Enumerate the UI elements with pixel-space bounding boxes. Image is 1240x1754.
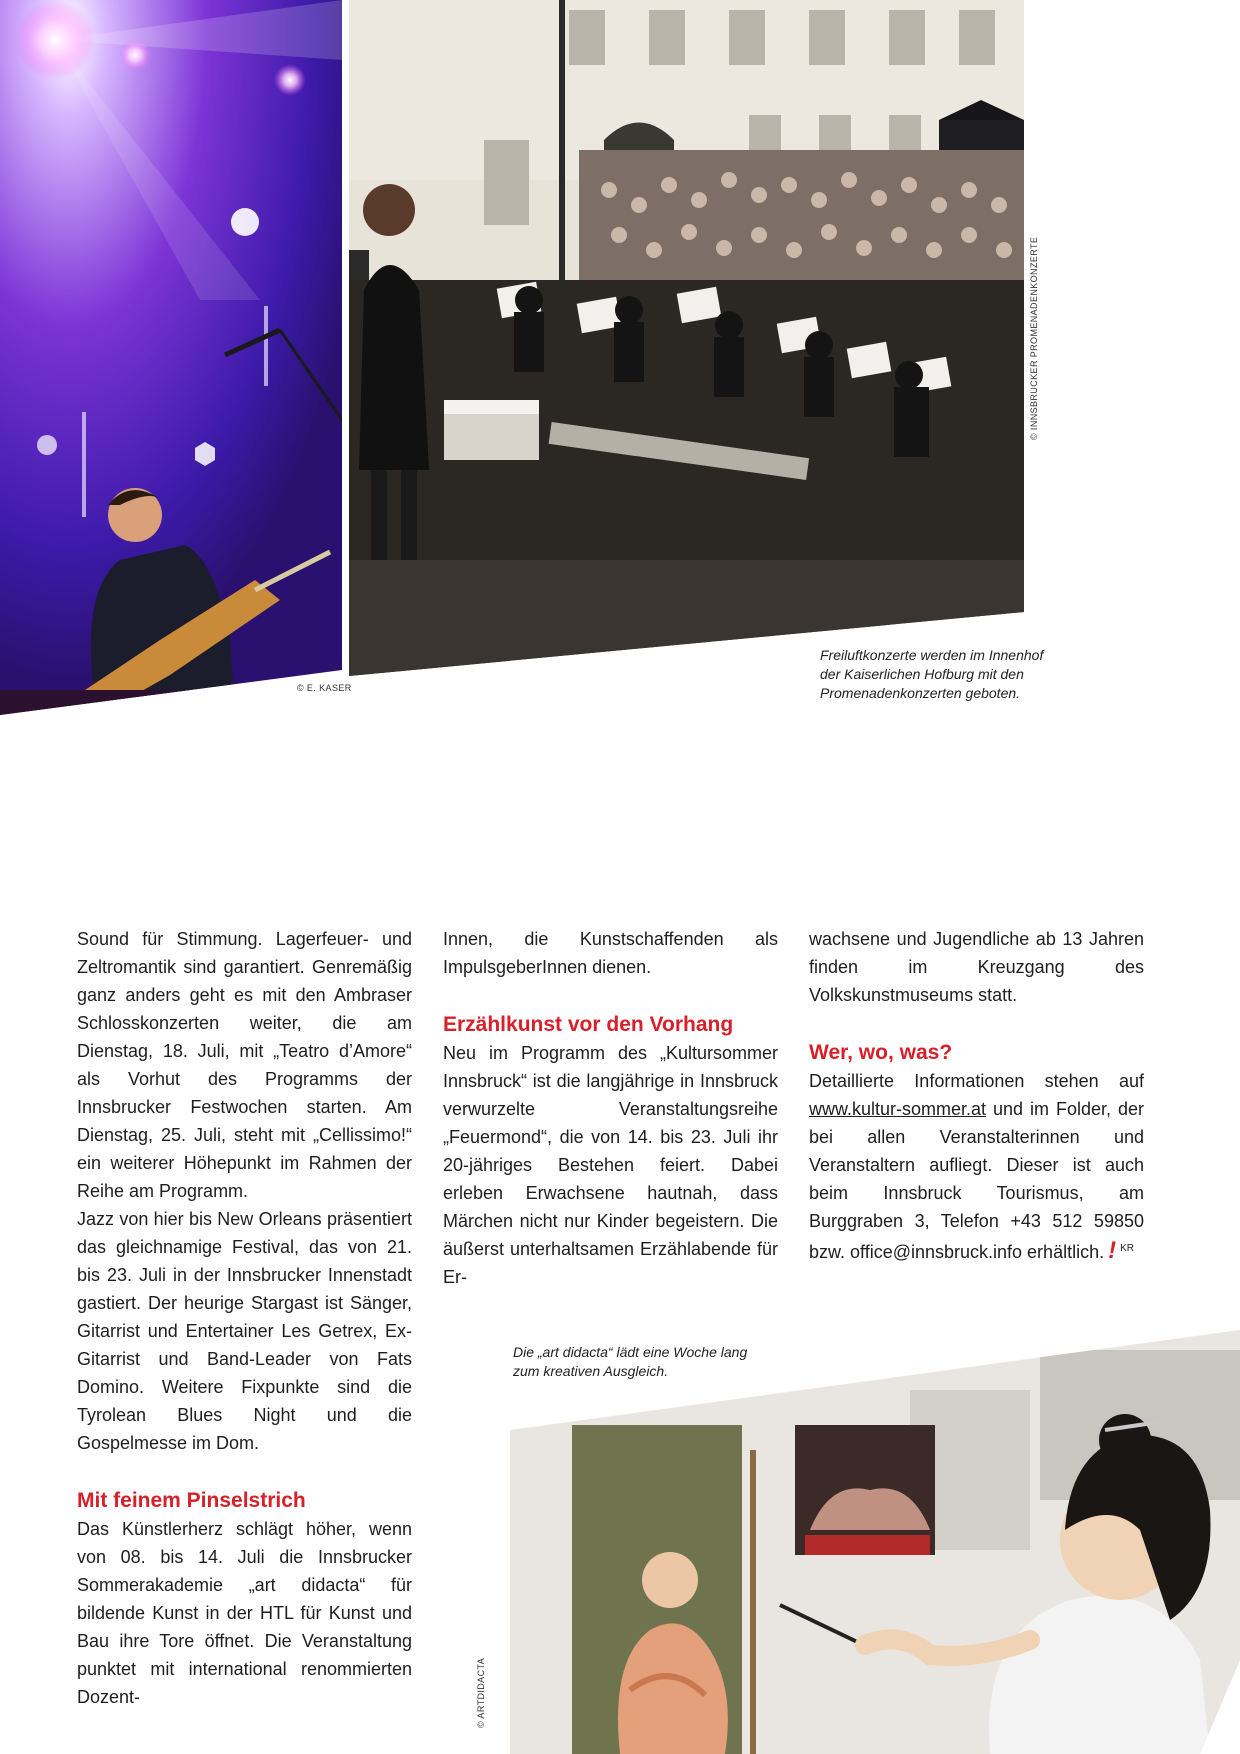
col3-text-before-link: Detaillierte Informationen stehen auf bbox=[809, 1071, 1144, 1091]
author-initials: KR bbox=[1120, 1243, 1134, 1254]
col2-paragraph-1: Innen, die Kunstschaffenden als ImpulsgeberInnen dienen. bbox=[443, 929, 778, 977]
orchestra-caption-line-1: Freiluftkonzerte werden im Innenhof bbox=[820, 647, 1044, 663]
painter-caption-line-1: Die „art didacta“ lädt eine Woche lang bbox=[513, 1344, 748, 1360]
concert-photo-image bbox=[0, 0, 342, 715]
col3-text-after-link: und im Folder, der bei allen Veranstalterinnen und Veranstaltern aufliegt. Dieser ist auch beim Innsbruck Tourismus, am Burggraben 3, Telefon +43 512 59850 bzw. office@innsbruck.info erhältlich. bbox=[809, 1099, 1144, 1262]
painter-photo-credit: © ARTDIDACTA bbox=[476, 1657, 486, 1728]
col1-heading: Mit feinem Pinselstrich bbox=[77, 1489, 306, 1512]
painter-photo bbox=[510, 1330, 1240, 1754]
col1-paragraph-3: Das Künstlerherz schlägt höher, wenn von 08. bis 14. Juli die Innsbrucker Sommerakademie „art didacta“ für bildende Kunst in der HTL für Kunst und Bau ihre Tore öffnet. Die Veranstaltung punktet mit international renommierten Dozent- bbox=[77, 1519, 412, 1707]
orchestra-caption-line-3: Promenadenkonzerten geboten. bbox=[820, 685, 1021, 701]
col3-paragraph-1: wachsene und Jugendliche ab 13 Jahren finden im Kreuzgang des Volkskunstmuseums statt. bbox=[809, 929, 1144, 1005]
col2-paragraph-2: Neu im Programm des „Kultursommer Innsbruck“ ist die langjährige in Innsbruck verwurzelte Veranstaltungsreihe „Feuermond“, die von 14. bis 23. Juli ihr 20-jähriges Bestehen feiert. Dabei erleben Erwachsene hautnah, dass Märchen nicht nur Kinder begeistern. Die äußerst unterhaltsamen Erzählabende für Er- bbox=[443, 1043, 778, 1287]
col3-heading: Wer, wo, was? bbox=[809, 1041, 953, 1064]
text-column-3 bbox=[809, 925, 1144, 1266]
col2-heading: Erzählkunst vor den Vorhang bbox=[443, 1013, 734, 1036]
col1-paragraph-2: Jazz von hier bis New Orleans präsentiert das gleichnamige Festival, das von 21. bis 23. Juli in der Innsbrucker Innenstadt gastiert. Der heurige Stargast ist Sänger, Gitarrist und Entertainer Les Getrex, Ex-Gitarrist und Band-Leader von Fats Domino. Weitere Fixpunkte sind die Tyrolean Blues Night und die Gospelmesse im Dom. bbox=[77, 1209, 412, 1453]
orchestra-photo bbox=[349, 0, 1024, 676]
concert-photo bbox=[0, 0, 342, 715]
painter-photo-image bbox=[510, 1330, 1240, 1754]
col3-paragraph-2 bbox=[809, 1067, 1144, 1266]
kultur-sommer-link[interactable]: www.kultur-sommer.at bbox=[809, 1099, 987, 1119]
concert-photo-credit: © E. KASER bbox=[297, 683, 352, 693]
orchestra-photo-credit: © INNSBRUCKER PROMENADENKONZERTE bbox=[1029, 236, 1039, 440]
orchestra-caption-line-2: der Kaiserlichen Hofburg mit den bbox=[820, 666, 1024, 682]
orchestra-photo-image bbox=[349, 0, 1024, 676]
text-column-1 bbox=[77, 925, 412, 1711]
painter-caption-line-2: zum kreativen Ausgleich. bbox=[513, 1363, 669, 1379]
orchestra-caption bbox=[820, 646, 1100, 703]
col1-paragraph-1: Sound für Stimmung. Lagerfeuer- und Zeltromantik sind garantiert. Genremäßig ganz anders geht es mit den Ambraser Schlosskonzerten weiter, die am Dienstag, 18. Juli, mit „Teatro d’Amore“ als Vorhut des Programms der Innsbrucker Festwochen starten. Am Dienstag, 25. Juli, steht mit „Cellissimo!“ ein weiterer Höhepunkt im Rahmen der Reihe am Programm. bbox=[77, 929, 412, 1201]
text-column-2 bbox=[443, 925, 778, 1291]
end-mark: ! bbox=[1108, 1237, 1117, 1264]
painter-caption bbox=[513, 1343, 813, 1381]
